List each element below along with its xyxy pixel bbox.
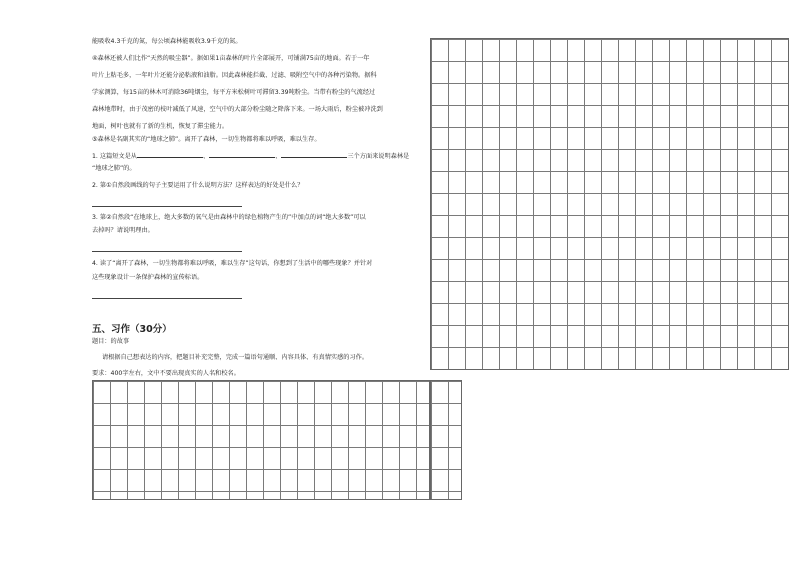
composition-instruction: 请根据自己想表达的内容，把题目补充完整，完成一篇语句通顺、内容具体、有真情实感的习作。 xyxy=(102,354,369,361)
question-1-prefix: 1. 这篇短文是从 xyxy=(92,153,137,160)
passage-line: 地面，树叶也就有了新的生机，恢复了滞尘能力。 xyxy=(92,123,229,130)
composition-requirement: 要求：400字左右，文中不要出现真实的人名和校名。 xyxy=(92,370,240,377)
question-3-line2: 去掉吗？请说明理由。 xyxy=(92,227,154,234)
composition-topic: 题目：的故事 xyxy=(92,338,130,345)
passage-line: 森林地带时，由于茂密的枝叶减低了风速，空气中的大部分粉尘随之降落下来。一场大雨后，粉尘被冲洗到 xyxy=(92,106,383,113)
separator: 、 xyxy=(275,153,282,160)
separator: 、 xyxy=(203,153,210,160)
question-4-line1: 4. 读了“离开了森林，一切生物都将难以呼吸，难以生存”这句话，你想到了生活中的哪些现象？并针对 xyxy=(92,260,373,267)
section-title: 五、习作（30分） xyxy=(92,324,172,335)
passage-line: 叶片上粘毛多，一年叶片还能分泌粘液和油脂。因此森林能拦截、过滤、吸附空气中的各种污染物。据科 xyxy=(92,72,377,79)
answer-line[interactable] xyxy=(92,251,242,252)
question-3-line1: 3. 第②自然段“在地球上，绝大多数的氧气是由森林中的绿色植物产生的”中加点的词“绝大多数”可以 xyxy=(92,214,366,221)
answer-blank-3[interactable] xyxy=(281,151,347,158)
passage-line: 能吸收4.3千克的氮，每公顷森林能吸收3.9千克的氮。 xyxy=(92,38,242,45)
answer-blank-2[interactable] xyxy=(209,151,275,158)
answer-line[interactable] xyxy=(92,206,242,207)
question-1 xyxy=(92,151,409,161)
question-2: 2. 第①自然段画线的句子主要运用了什么说明方法？这样表达的好处是什么？ xyxy=(92,182,304,189)
passage-line: 学家测算，每15亩的林木可消除36吨烟尘，每平方米松树叶可滞留3.39吨粉尘。当带有粉尘的气流经过 xyxy=(92,89,376,96)
passage-line: ⑤森林是名副其实的“地球之肺”。离开了森林，一切生物都将难以呼吸，难以生存。 xyxy=(92,136,321,143)
answer-blank-1[interactable] xyxy=(137,151,203,158)
question-1-suffix: 三个方面来说明森林是 xyxy=(347,153,410,160)
answer-line[interactable] xyxy=(92,298,242,299)
question-4-line2: 这些现象设计一条保护森林的宣传标语。 xyxy=(92,274,204,281)
writing-grid-bottom-middle[interactable] xyxy=(430,380,462,500)
question-1-line2: “地球之肺”的。 xyxy=(92,165,136,172)
writing-grid-right[interactable] xyxy=(430,38,789,370)
writing-grid-bottom-left[interactable] xyxy=(92,380,430,500)
passage-line: ④森林还被人们比作“天然的吸尘器”。据如果1亩森林的叶片全部展开，可铺满75亩的地面。若于一年 xyxy=(92,55,370,62)
